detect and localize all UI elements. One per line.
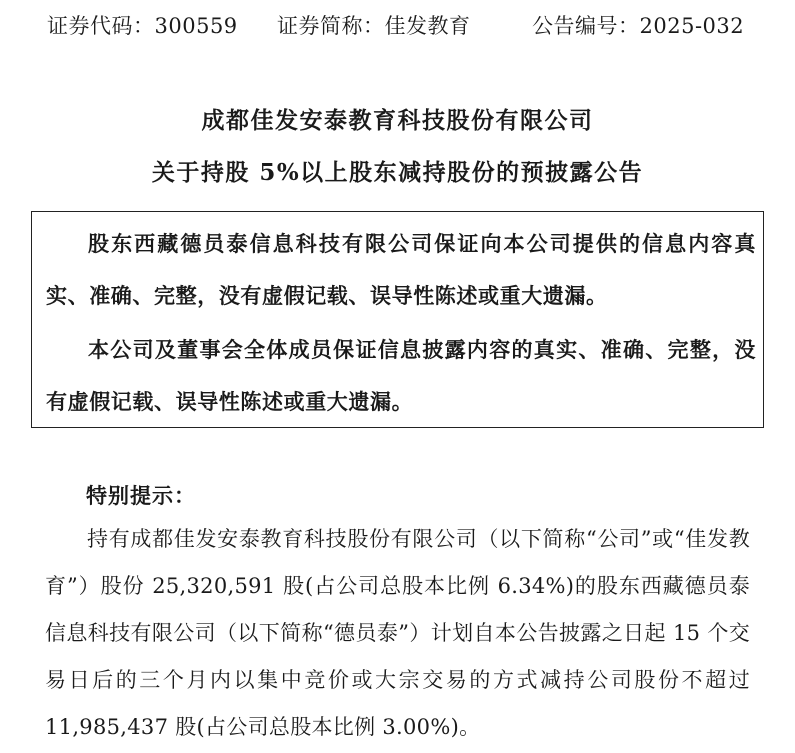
document-title-subject: 关于持股 5%以上股东减持股份的预披露公告	[151, 159, 644, 186]
disclaimer-board: 本公司及董事会全体成员保证信息披露内容的真实、准确、完整，没有虚假记载、误导性陈述或重大遗漏。	[46, 337, 756, 414]
disclaimer-box	[31, 211, 764, 428]
document-title-company: 成都佳发安泰教育科技股份有限公司	[201, 107, 594, 134]
stock-abbreviation: 证券简称：佳发教育	[277, 14, 471, 38]
special-notice-body: 持有成都佳发安泰教育科技股份有限公司（以下简称“公司”或“佳发教育”）股份 25,320,591 股(占公司总股本比例 6.34%)的股东西藏德员泰信息科技有限公司（以下简称“德员泰”）计划自本公告披露之日起 15 个交易日后的三个月内以集中竞价或大宗交易的方式减持公司股份不超过 11,985,437 股(占公司总股本比例 3.00%)。	[45, 527, 750, 739]
special-notice-heading: 特别提示：	[86, 483, 196, 508]
stock-code: 证券代码：300559	[47, 14, 238, 38]
disclaimer-shareholder: 股东西藏德员泰信息科技有限公司保证向本公司提供的信息内容真实、准确、完整，没有虚假记载、误导性陈述或重大遗漏。	[46, 231, 756, 308]
announcement-number: 公告编号：2025-032	[532, 14, 745, 38]
document-header	[47, 10, 744, 40]
